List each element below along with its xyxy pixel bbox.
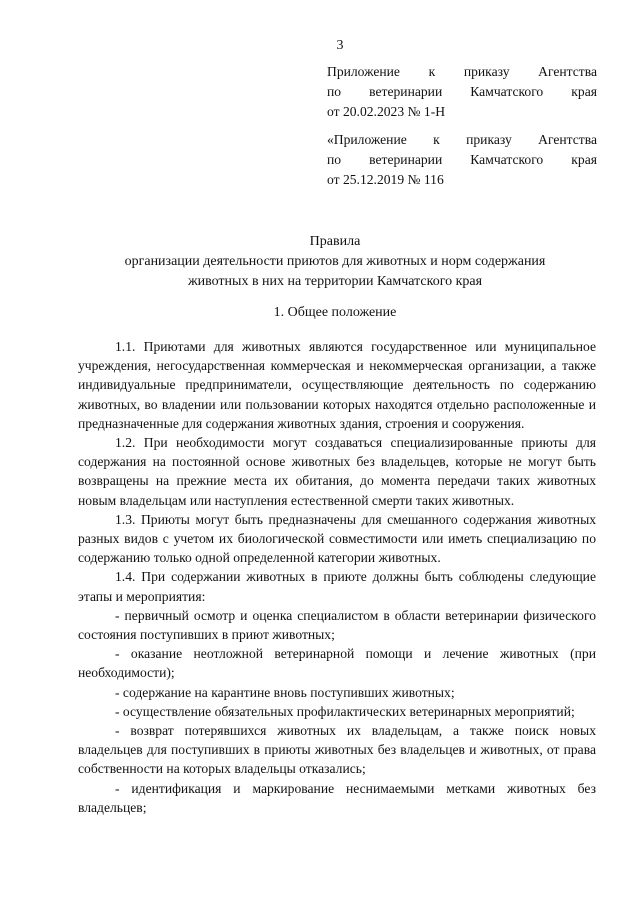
section-heading: 1. Общее положение — [273, 305, 397, 320]
appendix-current-line: по ветеринарии Камчатского края — [327, 84, 597, 99]
list-item: - осуществление обязательных профилактических ветеринарных мероприятий; — [115, 703, 575, 719]
list-item: - возврат потерявшихся животных их владельцам, а также поиск новых владельцев для поступивших в приюты животных без владельцев и животных, от права собственности на которых владельцы отказались; — [78, 723, 596, 777]
document-title — [0, 232, 640, 292]
paragraph: 1.1. Приютами для животных являются государственное или муниципальное учреждения, негосударственная коммерческая и некоммерческая организации, а также индивидуальные предприниматели, осуществляющие деятельность по содержанию животных, во владении или пользовании которых находятся отдельно расположенные и предназначенные для содержания животных здания, строения и сооружения. — [78, 339, 596, 431]
list-item: - содержание на карантине вновь поступивших животных; — [115, 684, 455, 700]
title-line: организации деятельности приютов для животных и норм содержания — [124, 254, 546, 269]
appendix-original-line: по ветеринарии Камчатского края — [327, 152, 597, 167]
list-item: - первичный осмотр и оценка специалистом в области ветеринарии физического состояния поступивших в приют животных; — [78, 607, 596, 643]
paragraph: 1.3. Приюты могут быть предназначены для смешанного содержания животных разных видов с учетом их биологической совместимости или иметь специализацию по содержанию только одной определенной категории животных. — [78, 511, 596, 566]
title-heading: Правила — [309, 234, 361, 249]
list-item: - идентификация и маркирование неснимаемыми метками животных без владельцев; — [78, 780, 596, 815]
paragraph: 1.4. При содержании животных в приюте должны быть соблюдены следующие этапы и мероприятия: — [78, 569, 596, 604]
page-number: 3 — [336, 38, 344, 53]
appendix-original-line: «Приложение к приказу Агентства — [327, 132, 597, 147]
appendix-original-line: от 25.12.2019 № 116 — [327, 172, 444, 187]
appendix-current-order — [327, 62, 597, 122]
appendix-current-line: от 20.02.2023 № 1-Н — [327, 104, 446, 119]
document-body — [78, 337, 596, 817]
appendix-original-order — [327, 130, 597, 190]
list-item: - оказание неотложной ветеринарной помощи и лечение животных (при необходимости); — [78, 646, 596, 681]
paragraph: 1.2. При необходимости могут создаваться специализированные приюты для содержания на постоянной основе животных без владельцев, которые не могут быть возвращены на прежние места их обитания, до момента передачи таких животных новым владельцам или наступления естественной смерти таких животных. — [78, 435, 596, 508]
appendix-current-line: Приложение к приказу Агентства — [327, 64, 597, 79]
title-line: животных в них на территории Камчатского края — [187, 274, 483, 289]
